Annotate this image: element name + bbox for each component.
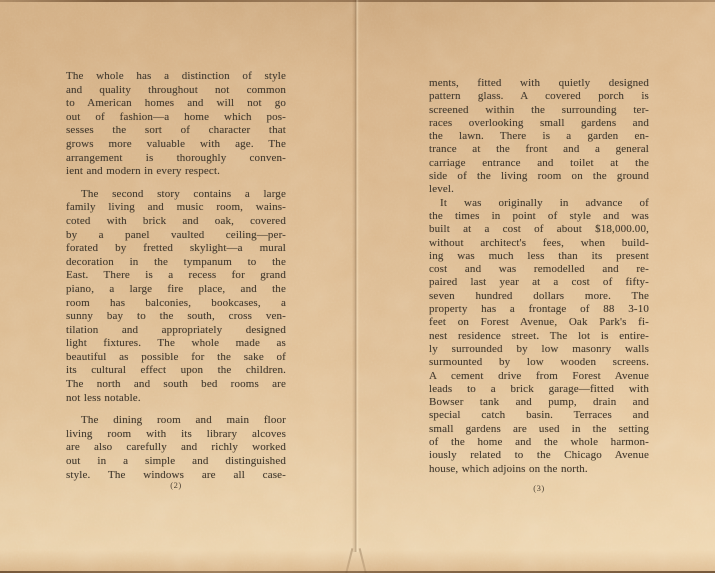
fold-fork-left: [345, 548, 354, 573]
text-line: ing was much less than its present: [429, 249, 649, 262]
text-line: races overlooking small gardens and: [429, 116, 649, 129]
text-line: iously related to the Chicago Avenue: [429, 449, 649, 462]
text-line: built at a cost of about $18,000.00,: [429, 223, 649, 236]
text-line: out in a simple and distinguished: [66, 455, 286, 468]
text-line: special catch basin. Terraces and: [429, 409, 649, 422]
text-line: ments, fitted with quietly designed: [429, 77, 649, 89]
text-line: The dining room and main floor: [81, 414, 286, 427]
text-line: side of the living room on the ground: [429, 170, 649, 183]
text-line: piano, a large fire place, and the: [66, 282, 286, 295]
paragraph: [66, 70, 286, 179]
right-page-number: (3): [533, 483, 545, 493]
text-line: beautiful as possible for the sake of: [66, 350, 286, 363]
paragraph: [66, 414, 286, 482]
text-line: without architect's fees, when build-: [429, 236, 649, 249]
text-line: not less notable.: [66, 391, 141, 404]
text-line: screened within the surrounding ter-: [429, 103, 649, 116]
left-page-text: [66, 70, 286, 482]
text-line: nest residence street. The lot is entire-: [429, 329, 649, 342]
text-line: living room with its library alcoves: [66, 427, 286, 440]
text-line: out of fashion—a home which pos-: [66, 110, 286, 123]
text-line: room has balconies, bookcases, a: [66, 296, 286, 309]
text-line: The second story contains a large: [81, 187, 286, 200]
left-page-number: (2): [170, 480, 182, 490]
paragraph: [429, 197, 649, 476]
text-line: paired last year at a cost of fifty-: [429, 276, 649, 289]
text-line: carriage entrance and toilet at the: [429, 156, 649, 169]
text-line: The whole has a distinction of style: [66, 70, 286, 82]
text-line: the times in point of style and was: [429, 209, 649, 222]
text-line: house, which adjoins on the north.: [429, 462, 588, 475]
text-line: grows more valuable with age. The: [66, 137, 286, 150]
text-line: decoration in the tympanum to the: [66, 255, 286, 268]
text-line: pattern glass. A covered porch is: [429, 90, 649, 103]
text-line: by a panel vaulted ceiling—per-: [66, 228, 286, 241]
text-line: leads to a brick garage—fitted with: [429, 382, 649, 395]
text-line: arrangement is thoroughly conven-: [66, 151, 286, 164]
text-line: sesses the sort of character that: [66, 124, 286, 137]
text-line: ient and modern in every respect.: [66, 165, 221, 178]
text-line: ly surrounded by low masonry walls: [429, 342, 649, 355]
text-line: and quality throughout not common: [66, 83, 286, 96]
paragraph: [66, 188, 286, 406]
text-line: sunny bay to the south, cross ven-: [66, 310, 286, 323]
text-line: forated by fretted skylight—a mural: [66, 242, 286, 255]
text-line: tilation and appropriately designed: [66, 323, 286, 336]
text-line: cost and was remodelled and re-: [429, 263, 649, 276]
text-line: family living and music room, wains-: [66, 201, 286, 214]
center-fold-crease: [352, 0, 360, 552]
text-line: property has a frontage of 88 3-10: [429, 303, 649, 316]
text-line: feet on Forest Avenue, Oak Park's fi-: [429, 316, 649, 329]
fold-fork-right: [359, 548, 368, 573]
text-line: A cement drive from Forest Avenue: [429, 369, 649, 382]
text-line: are also carefully and richly worked: [66, 441, 286, 454]
text-line: its cultural effect upon the children.: [66, 364, 286, 377]
text-line: small gardens are used in the setting: [429, 422, 649, 435]
text-line: It was originally in advance of: [440, 196, 649, 209]
text-line: light fixtures. The whole made as: [66, 337, 286, 350]
text-line: to American homes and will not go: [66, 97, 286, 110]
text-line: trance at the front and a general: [429, 143, 649, 156]
text-line: Bowser tank and pump, drain and: [429, 396, 649, 409]
text-line: The north and south bed rooms are: [66, 378, 286, 391]
text-line: style. The windows are all case-: [66, 468, 286, 481]
paragraph: [429, 77, 649, 197]
text-line: East. There is a recess for grand: [66, 269, 286, 282]
text-line: surmounted by low wooden screens.: [429, 356, 649, 369]
right-page-text: [429, 77, 649, 476]
text-line: coted with brick and oak, covered: [66, 214, 286, 227]
text-line: the lawn. There is a garden en-: [429, 130, 649, 143]
text-line: level.: [429, 183, 455, 196]
text-line: seven hundred dollars more. The: [429, 289, 649, 302]
text-line: of the home and the whole harmon-: [429, 436, 649, 449]
